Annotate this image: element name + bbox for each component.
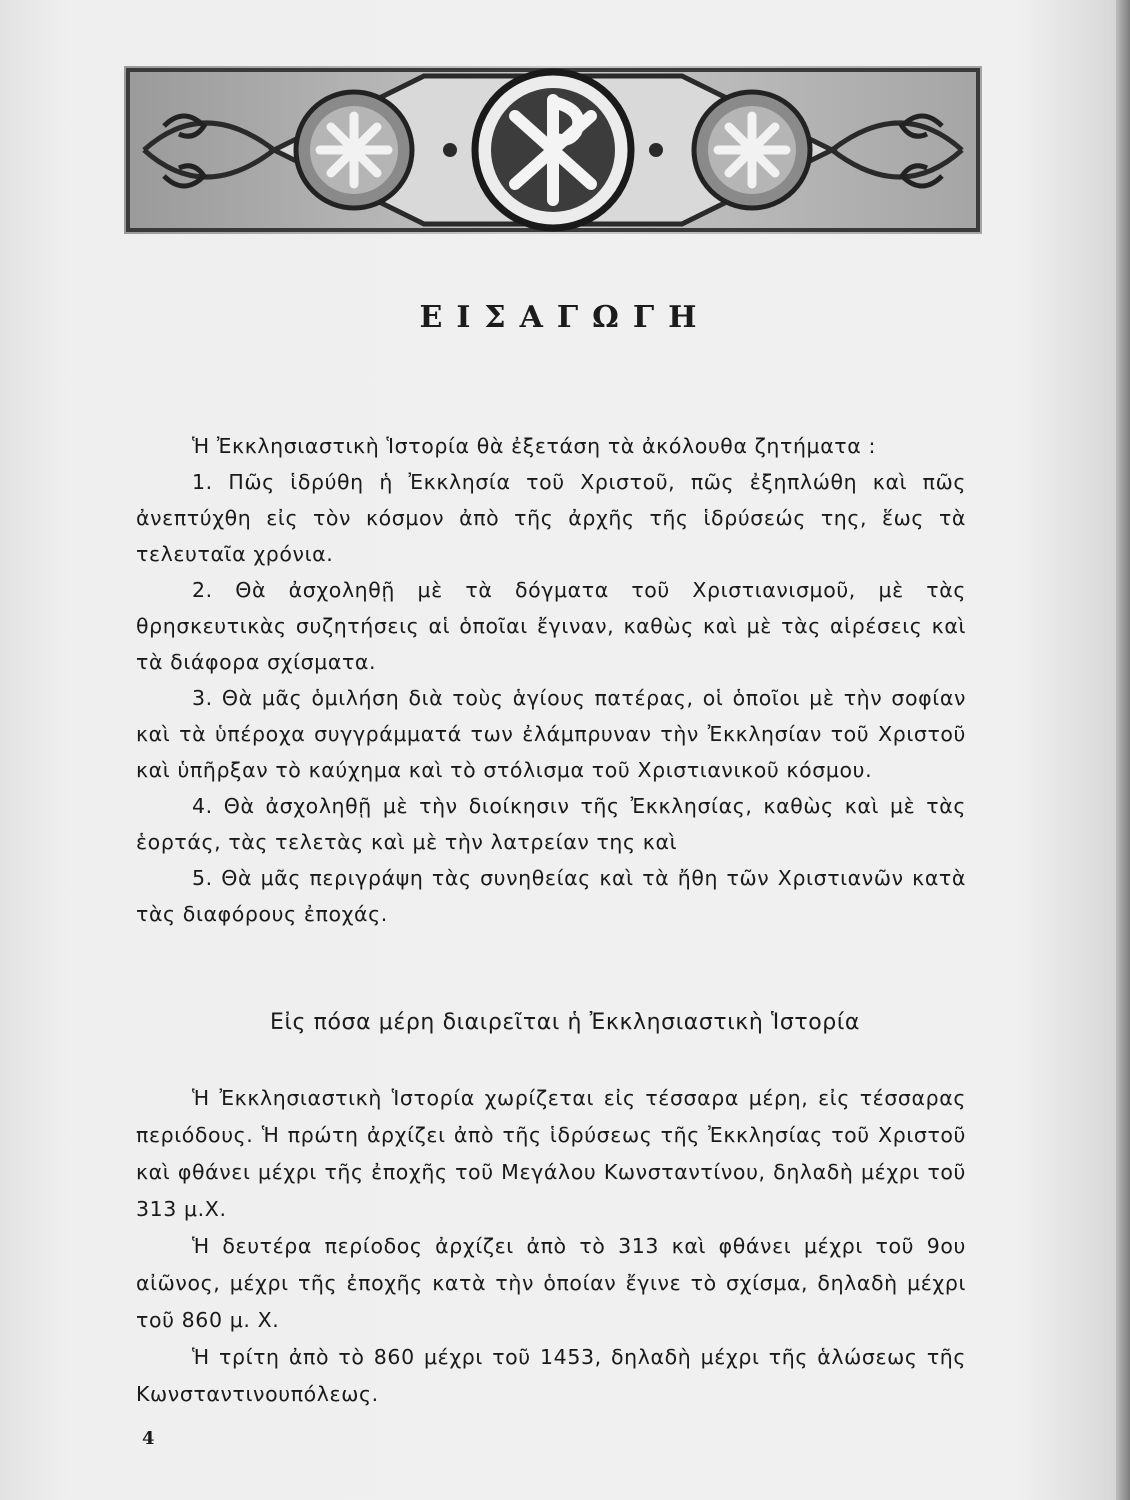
periods-paragraph-2: Ἡ δευτέρα περίοδος ἀρχίζει ἀπὸ τὸ 313 καὶ φθάνει μέχρι τοῦ 9ου αἰῶνος, μέχρι τῆς ἐποχῆς κατὰ τὴν ὁποίαν ἔγινε τὸ σχίσμα, δηλαδὴ μέχρι τοῦ 860 μ. Χ. bbox=[136, 1234, 966, 1332]
periods-paragraph-3: Ἡ τρίτη ἀπὸ τὸ 860 μέχρι τοῦ 1453, δηλαδὴ μέχρι τῆς ἁλώσεως τῆς Κωνσταντινουπόλεως. bbox=[136, 1345, 966, 1406]
page-number: 4 bbox=[142, 1428, 155, 1449]
intro-item-5: 5. Θὰ μᾶς περιγράψη τὰς συνηθείας καὶ τὰ ἤθη τῶν Χριστιανῶν κατὰ τὰς διαφόρους ἐποχάς. bbox=[136, 866, 966, 926]
periods-section bbox=[136, 1080, 966, 1413]
intro-item-4: 4. Θὰ ἀσχοληθῇ μὲ τὴν διοίκησιν τῆς Ἐκκλησίας, καθὼς καὶ μὲ τὰς ἑορτάς, τὰς τελετὰς καὶ μὲ τὴν λατρείαν της καὶ bbox=[136, 794, 966, 854]
intro-item-1: 1. Πῶς ἱδρύθη ἡ Ἐκκλησία τοῦ Χριστοῦ, πῶς ἐξηπλώθη καὶ πῶς ἀνεπτύχθη εἰς τὸν κόσμον ἀπὸ τῆς ἀρχῆς τῆς ἱδρύσεώς της, ἕως τὰ τελευταῖα χρόνια. bbox=[136, 470, 966, 566]
intro-item-2: 2. Θὰ ἀσχοληθῇ μὲ τὰ δόγματα τοῦ Χριστιανισμοῦ, μὲ τὰς θρησκευτικὰς συζητήσεις αἱ ὁποῖαι ἔγιναν, καθὼς καὶ μὲ τὰς αἱρέσεις καὶ τὰ διάφορα σχίσματα. bbox=[136, 578, 966, 674]
periods-paragraph-1: Ἡ Ἐκκλησιαστικὴ Ἱστορία χωρίζεται εἰς τέσσαρα μέρη, εἰς τέσσαρας περιόδους. Ἡ πρώτη ἀρχίζει ἀπὸ τῆς ἱδρύσεως τῆς Ἐκκλησίας τοῦ Χριστοῦ καὶ φθάνει μέχρι τῆς ἐποχῆς τοῦ Μεγάλου Κωνσταντίνου, δηλαδὴ μέχρι τοῦ 313 μ.Χ. bbox=[136, 1086, 966, 1221]
section-heading: Εἰς πόσα μέρη διαιρεῖται ἡ Ἐκκλησιαστικὴ Ἱστορία bbox=[269, 1010, 860, 1035]
page-title: ΕΙΣΑΓΩΓΗ bbox=[419, 300, 711, 335]
page-edge-shadow bbox=[1116, 0, 1130, 1500]
chi-rho-ornament-icon bbox=[124, 66, 982, 234]
intro-item-3: 3. Θὰ μᾶς ὁμιλήση διὰ τοὺς ἁγίους πατέρας, οἱ ὁποῖοι μὲ τὴν σοφίαν καὶ τὰ ὑπέροχα συγγράμματά των ἐλάμπρυναν τὴν Ἐκκλησίαν τοῦ Χριστοῦ καὶ ὑπῆρξαν τὸ καύχημα καὶ τὸ στόλισμα τοῦ Χριστιανικοῦ κόσμου. bbox=[136, 686, 966, 782]
intro-lead: Ἡ Ἐκκλησιαστικὴ Ἱστορία θὰ ἐξετάση τὰ ἀκόλουθα ζητήματα : bbox=[192, 434, 876, 458]
intro-section bbox=[136, 428, 966, 932]
